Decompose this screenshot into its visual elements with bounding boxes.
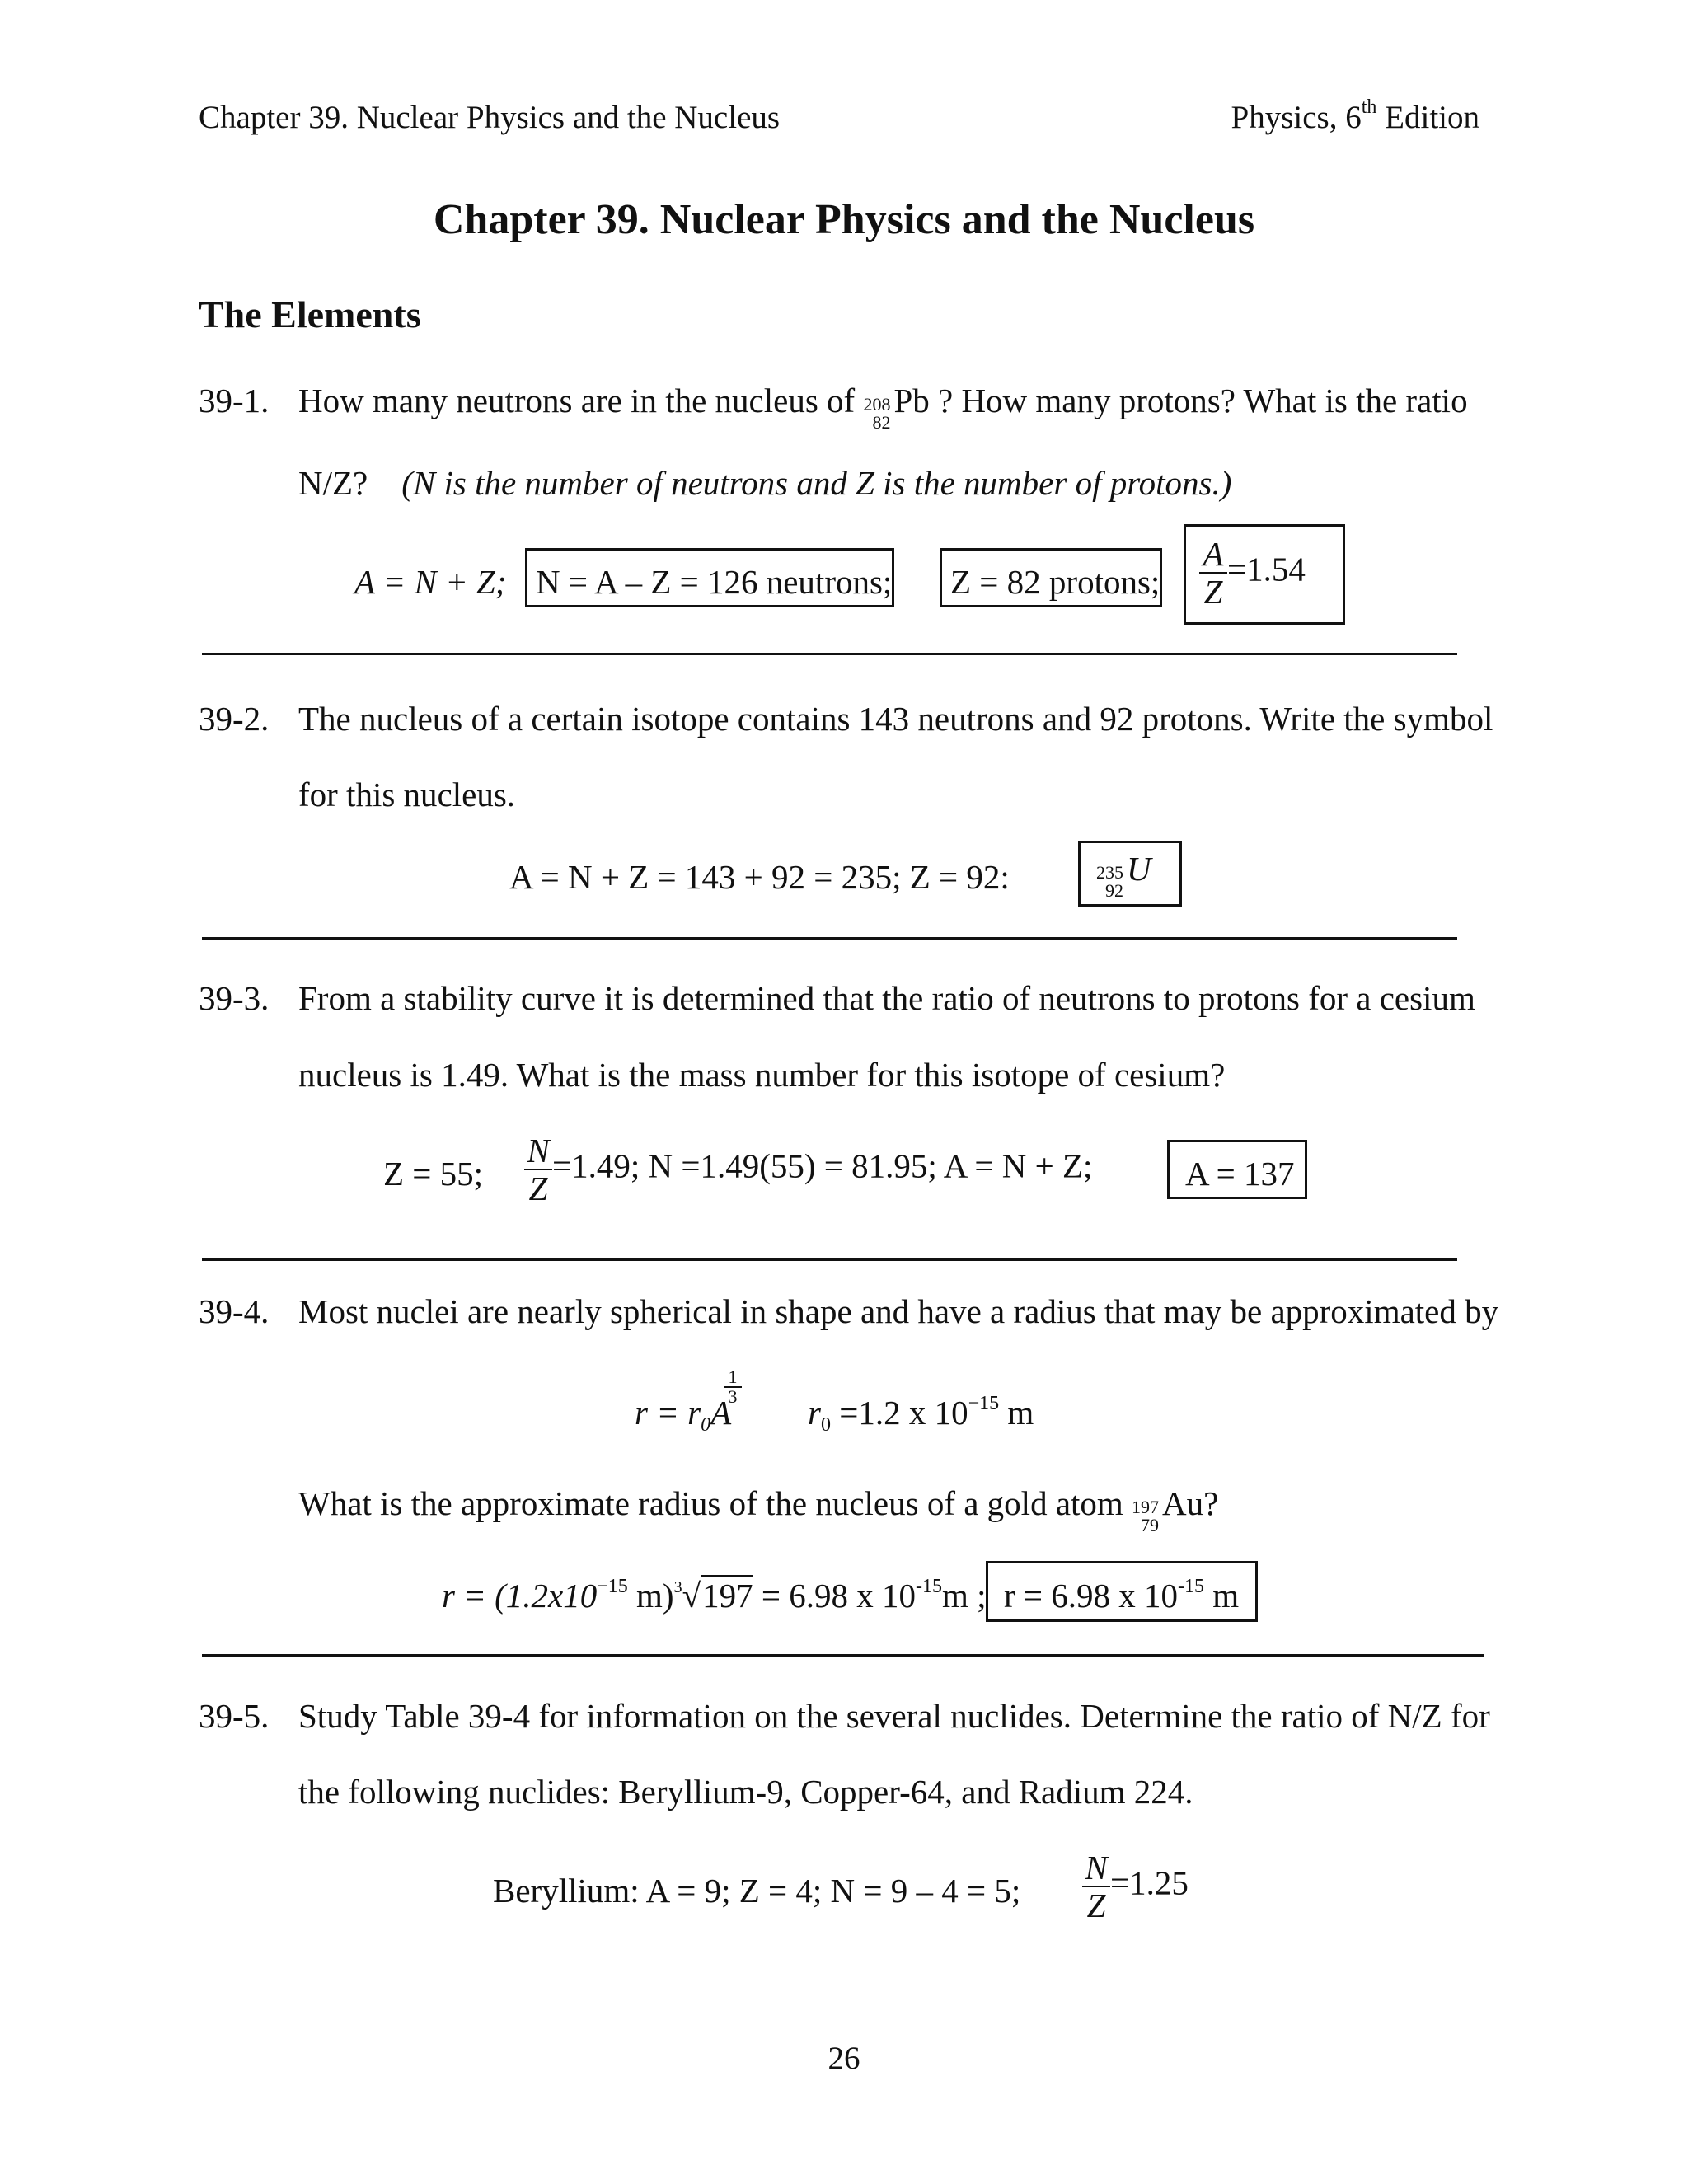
p3-calculation: =1.49; N =1.49(55) = 81.95; A = N + Z; — [552, 1146, 1093, 1185]
header-edition-end: Edition — [1376, 100, 1479, 135]
nuclide-symbol: Pb — [893, 382, 930, 419]
exponent-denominator: 3 — [728, 1386, 738, 1407]
problem-1-question — [298, 381, 1468, 432]
divider — [202, 653, 1457, 655]
problem-3-question-line2: nucleus is 1.49. What is the mass number for this isotope of cesium? — [298, 1056, 1226, 1094]
p4-question-b: ? — [1203, 1484, 1219, 1522]
radius-formula — [635, 1393, 732, 1436]
nuclide-atomic: 79 — [1141, 1515, 1160, 1535]
formula-r: r = r — [635, 1394, 701, 1432]
fraction-denominator: Z — [528, 1169, 548, 1207]
divider — [202, 1654, 1484, 1657]
problem-number-5: 39-5. — [199, 1697, 270, 1735]
page-title: Chapter 39. Nuclear Physics and the Nucleus — [433, 196, 1255, 243]
p1-ratio-fraction — [1199, 536, 1306, 610]
p1-equation: A = N + Z; — [354, 563, 507, 601]
r0-value: =1.2 x 10 — [830, 1394, 968, 1432]
divider — [202, 937, 1457, 940]
running-header-right — [1231, 96, 1479, 136]
p1-answer-protons: Z = 82 protons; — [950, 563, 1160, 601]
calc-result: = 6.98 x 10 — [753, 1577, 916, 1615]
divider — [202, 1258, 1457, 1261]
fraction-numerator: N — [1085, 1849, 1108, 1886]
answer-unit: m — [1204, 1577, 1240, 1615]
ratio-fraction — [1082, 1849, 1110, 1924]
fraction-numerator: N — [527, 1132, 550, 1169]
fraction-denominator: Z — [1086, 1886, 1106, 1924]
problem-3-question: From a stability curve it is determined that the ratio of neutrons to protons for a cesium — [298, 979, 1475, 1017]
p4-calculation — [442, 1576, 987, 1615]
ratio-value: =1.25 — [1110, 1863, 1189, 1902]
problem-number-2: 39-2. — [199, 700, 270, 738]
formula-exponent — [724, 1368, 742, 1406]
calc-result-unit: m ; — [941, 1577, 987, 1615]
p5-ratio — [1082, 1849, 1189, 1924]
nuclide-mass: 208 — [863, 394, 891, 415]
calc-result-exponent: -15 — [915, 1576, 942, 1597]
exponent-numerator: 1 — [728, 1366, 738, 1387]
p5-beryllium-equation: Beryllium: A = 9; Z = 4; N = 9 – 4 = 5; — [493, 1872, 1021, 1910]
answer-exponent: -15 — [1178, 1576, 1205, 1597]
ratio-fraction — [1199, 536, 1227, 610]
r0-constant — [808, 1393, 1034, 1436]
root-value: 197 — [702, 1577, 753, 1615]
p1-question-b: ? How many protons? What is the ratio — [938, 382, 1468, 419]
problem-5-question-line2: the following nuclides: Beryllium-9, Copper-64, and Radium 224. — [298, 1773, 1193, 1811]
nuclide-atomic: 92 — [1105, 880, 1123, 901]
fraction-denominator: Z — [1203, 573, 1223, 611]
fraction-numerator: A — [1203, 535, 1224, 573]
calc-exponent: −15 — [597, 1576, 628, 1597]
p3-equation — [524, 1132, 1092, 1207]
p3-z-value: Z = 55; — [383, 1155, 484, 1193]
p1-question-note: (N is the number of neutrons and Z is the number of protons.) — [401, 464, 1232, 502]
formula-subscript: 0 — [701, 1414, 711, 1436]
problem-4-question: Most nuclei are nearly spherical in shape and have a radius that may be approximated by — [298, 1292, 1499, 1330]
header-edition-suffix: th — [1361, 96, 1377, 118]
p2-answer-nuclide — [1096, 849, 1151, 900]
p4-answer — [1004, 1576, 1239, 1615]
r0-exponent: −15 — [968, 1393, 1000, 1414]
root-index: 3 — [673, 1578, 682, 1596]
p2-equation: A = N + Z = 143 + 92 = 235; Z = 92: — [509, 858, 1010, 896]
radical-sign: √ — [682, 1577, 701, 1615]
problem-number-3: 39-3. — [199, 979, 270, 1017]
cube-root — [701, 1576, 753, 1615]
nuclide-au197 — [1132, 1483, 1203, 1535]
nuclide-symbol: Au — [1162, 1484, 1204, 1522]
problem-4-question-line2 — [298, 1483, 1218, 1535]
r0-unit: m — [999, 1394, 1034, 1432]
r0-subscript: 0 — [820, 1414, 831, 1436]
p1-question-a: How many neutrons are in the nucleus of — [298, 382, 856, 419]
nuclide-u235 — [1096, 849, 1151, 900]
ratio-value: =1.54 — [1227, 550, 1306, 588]
p4-question-a: What is the approximate radius of the nucleus of a gold atom — [298, 1484, 1123, 1522]
nuclide-atomic: 82 — [872, 412, 891, 433]
running-header-left: Chapter 39. Nuclear Physics and the Nucleus — [199, 100, 781, 135]
nuclide-mass: 197 — [1132, 1497, 1160, 1517]
r0-label: r — [808, 1394, 821, 1432]
problem-number-4: 39-4. — [199, 1292, 270, 1330]
p1-question-ratio: N/Z? — [298, 464, 368, 502]
p1-answer-neutrons: N = A – Z = 126 neutrons; — [536, 563, 893, 601]
section-heading: The Elements — [199, 293, 421, 335]
problem-number-1: 39-1. — [199, 382, 270, 419]
answer-value: r = 6.98 x 10 — [1004, 1577, 1179, 1615]
p3-answer: A = 137 — [1185, 1155, 1295, 1193]
nuclide-symbol: U — [1127, 850, 1151, 888]
problem-2-question-line2: for this nucleus. — [298, 776, 516, 813]
calc-unit: m) — [627, 1577, 674, 1615]
ratio-fraction — [524, 1132, 552, 1207]
problem-1-question-line2 — [298, 463, 1231, 503]
page-number: 26 — [828, 2041, 860, 2076]
problem-2-question: The nucleus of a certain isotope contains 143 neutrons and 92 protons. Write the symbol — [298, 700, 1493, 738]
nuclide-pb208 — [863, 381, 929, 432]
nuclide-mass: 235 — [1096, 862, 1123, 883]
header-edition: Physics, 6 — [1231, 100, 1362, 135]
calc-r: r = (1.2x10 — [442, 1577, 598, 1615]
problem-5-question: Study Table 39-4 for information on the several nuclides. Determine the ratio of N/Z for — [298, 1697, 1490, 1735]
formula-a: A — [710, 1394, 732, 1432]
